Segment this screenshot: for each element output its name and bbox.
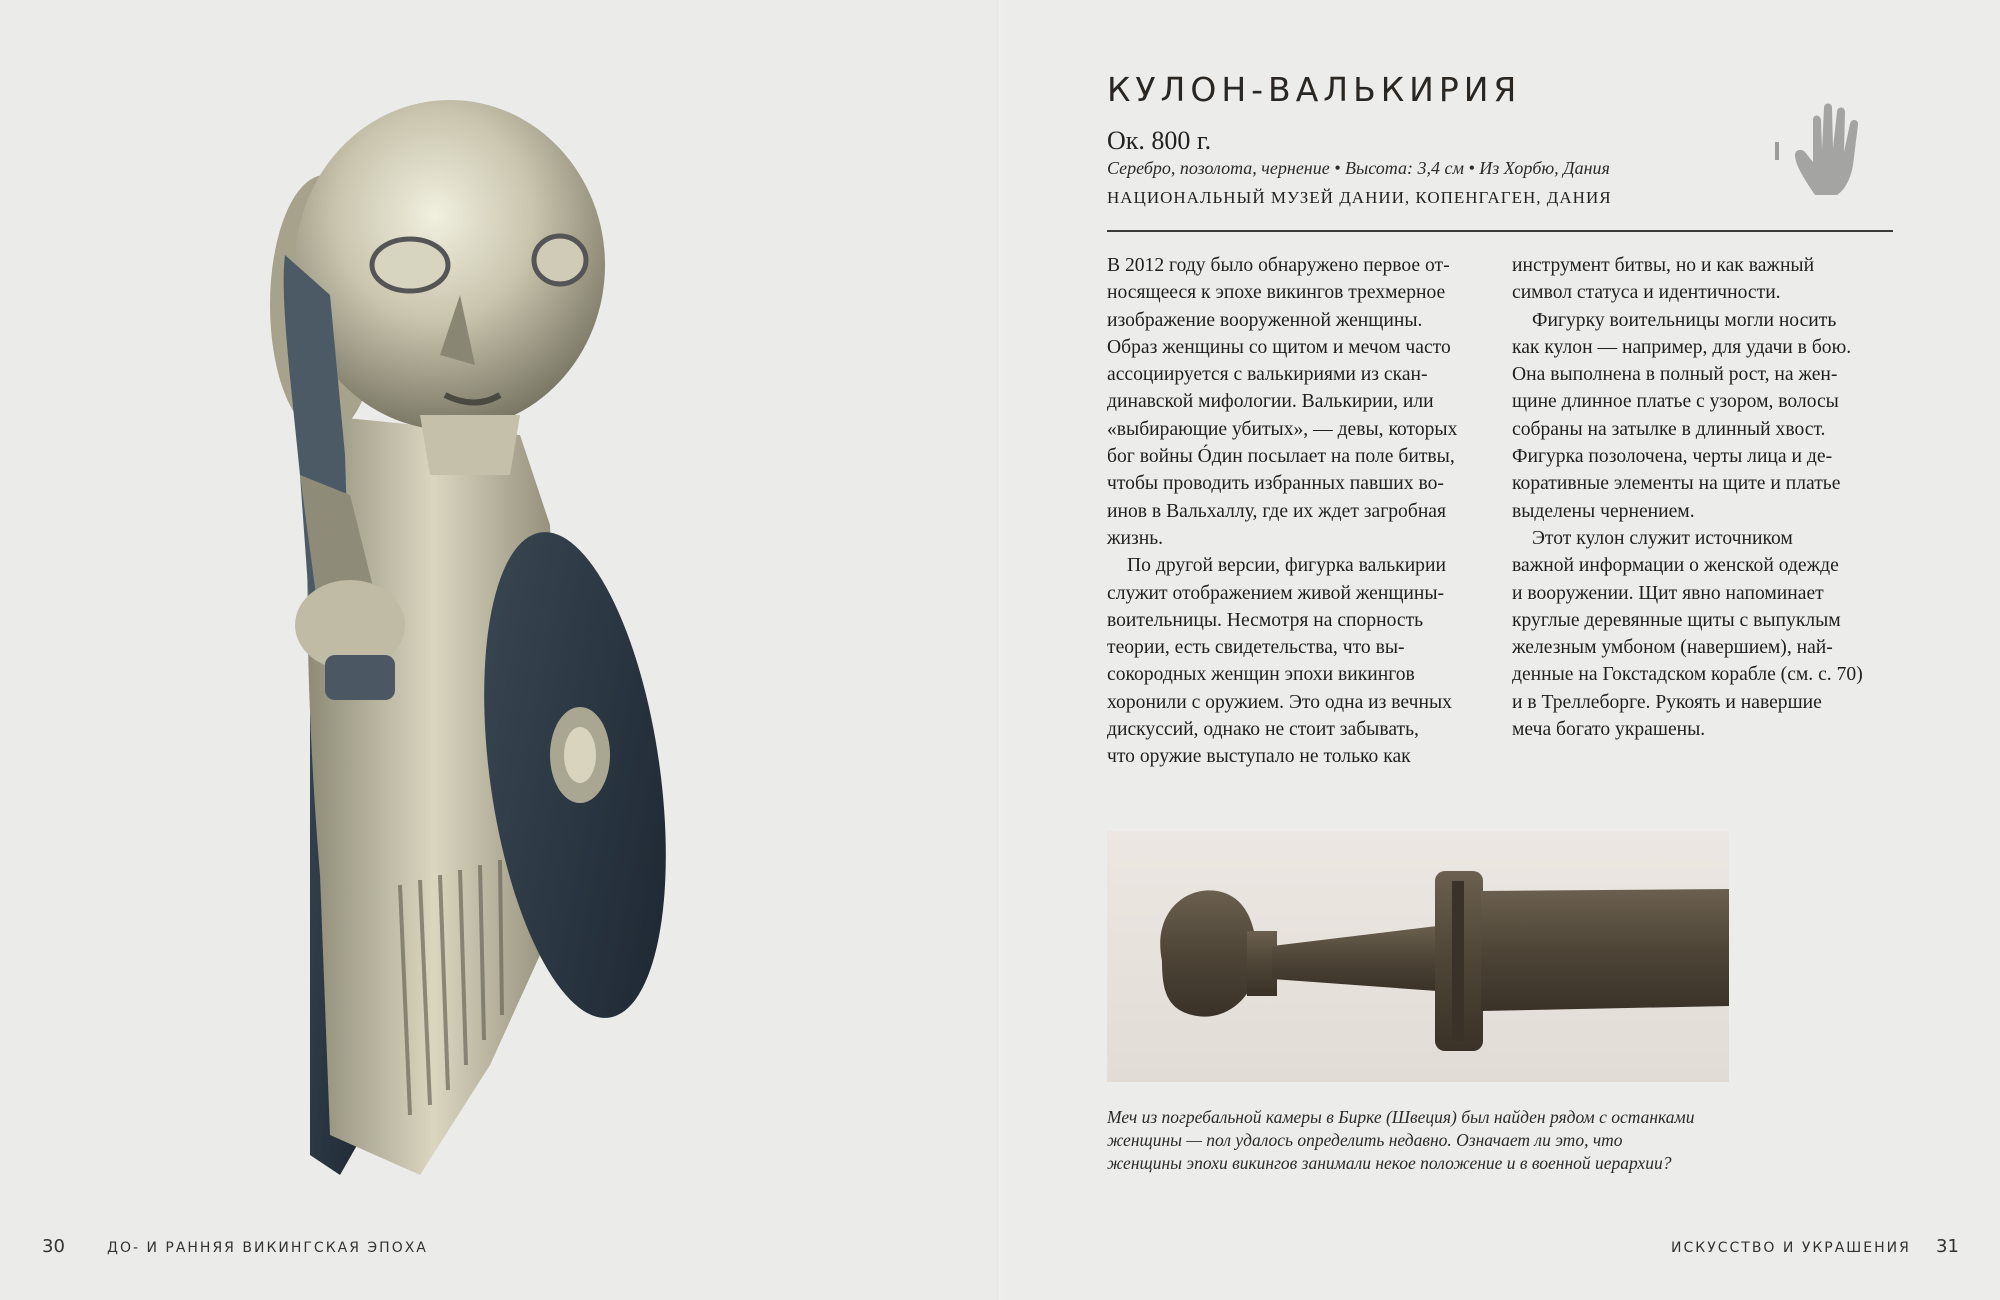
body-line: сокородных женщин эпохи викингов (1107, 664, 1415, 686)
body-line: воительницы. Несмотря на спорность (1107, 609, 1424, 631)
hand-icon (1775, 100, 1885, 200)
body-line: теории, есть свидетельства, что вы- (1107, 637, 1405, 659)
caption-line: женщины — пол удалось определить недавно. Означает ли это, что (1107, 1130, 1623, 1150)
body-line: Этот кулон служит источником (1532, 527, 1793, 549)
body-line: хоронили с оружием. Это одна из вечных (1107, 691, 1452, 713)
sword-caption (1107, 1106, 1807, 1175)
body-line: важной информации о женской одежде (1512, 555, 1839, 577)
running-head-right: ИСКУССТВО И УКРАШЕНИЯ (1671, 1240, 1911, 1256)
body-line: бог войны Óдин посылает на поле битвы, (1107, 446, 1455, 468)
sword-photo (1107, 831, 1729, 1082)
body-line: что оружие выступало не только как (1107, 746, 1411, 768)
body-line: инструмент битвы, но и как важный (1512, 255, 1815, 276)
running-head-left: ДО- И РАННЯЯ ВИКИНГСКАЯ ЭПОХА (107, 1240, 428, 1256)
valkyrie-figurine-image (270, 55, 730, 1190)
body-line: Фигурка позолочена, черты лица и де- (1512, 446, 1833, 468)
body-line: динавской мифологии. Валькирии, или (1107, 391, 1434, 413)
body-line: меча богато украшены. (1512, 719, 1706, 741)
body-line: В 2012 году было обнаружено первое от- (1107, 255, 1450, 276)
header-divider (1107, 230, 1893, 232)
body-line: носящееся к эпохе викингов трехмерное (1107, 282, 1446, 304)
body-line: железным умбоном (навершием), най- (1512, 637, 1833, 659)
body-line: Образ женщины со щитом и мечом часто (1107, 336, 1451, 358)
body-line: как кулон — например, для удачи в бою. (1512, 336, 1852, 358)
body-line: и вооружении. Щит явно напоминает (1512, 582, 1824, 604)
body-column-1 (1107, 252, 1492, 771)
body-line: инов в Вальхаллу, где их ждет загробная (1107, 500, 1447, 522)
body-line: Она выполнена в полный рост, на жен- (1512, 364, 1838, 386)
body-line: собраны на затылке в длинный хвост. (1512, 418, 1826, 440)
body-line: и в Треллеборге. Рукоять и навершие (1512, 691, 1822, 713)
caption-line: Меч из погребальной камеры в Бирке (Швеция) был найден рядом с останками (1107, 1107, 1695, 1127)
body-line: служит отображением живой женщины- (1107, 582, 1445, 604)
artifact-date: Ок. 800 г. (1107, 126, 1212, 155)
body-line: символ статуса и идентичности. (1512, 282, 1781, 304)
body-line: «выбирающие убитых», — девы, которых (1107, 418, 1458, 440)
body-line: ассоциируется с валькириями из скан- (1107, 364, 1428, 386)
body-line: По другой версии, фигурка валькирии (1127, 555, 1446, 577)
body-line: Фигурку воительницы могли носить (1532, 309, 1837, 331)
caption-line: женщины эпохи викингов занимали некое положение и в военной иерархии? (1107, 1153, 1672, 1173)
left-page (0, 0, 999, 1300)
body-line: дискуссий, однако не стоит забывать, (1107, 719, 1419, 741)
article-title: КУЛОН-ВАЛЬКИРИЯ (1107, 70, 1522, 109)
body-line: коративные элементы на щите и платье (1512, 473, 1841, 495)
body-line: денные на Гокстадском корабле (см. с. 70) (1512, 664, 1863, 686)
body-line: щине длинное платье с узором, волосы (1512, 391, 1839, 413)
body-line: выделены чернением. (1512, 500, 1695, 522)
body-line: изображение вооруженной женщины. (1107, 309, 1423, 331)
artifact-details: Серебро, позолота, чернение • Высота: 3,4 см • Из Хорбю, Дания (1107, 158, 1610, 178)
body-line: круглые деревянные щиты с выпуклым (1512, 609, 1841, 631)
page-number-left: 30 (42, 1236, 65, 1257)
body-line: жизнь. (1107, 527, 1164, 549)
body-line: чтобы проводить избранных павших во- (1107, 473, 1444, 495)
page-number-right: 31 (1936, 1236, 1959, 1257)
body-column-2 (1512, 252, 1897, 743)
museum-credit: НАЦИОНАЛЬНЫЙ МУЗЕЙ ДАНИИ, КОПЕНГАГЕН, ДАНИЯ (1107, 188, 1612, 207)
